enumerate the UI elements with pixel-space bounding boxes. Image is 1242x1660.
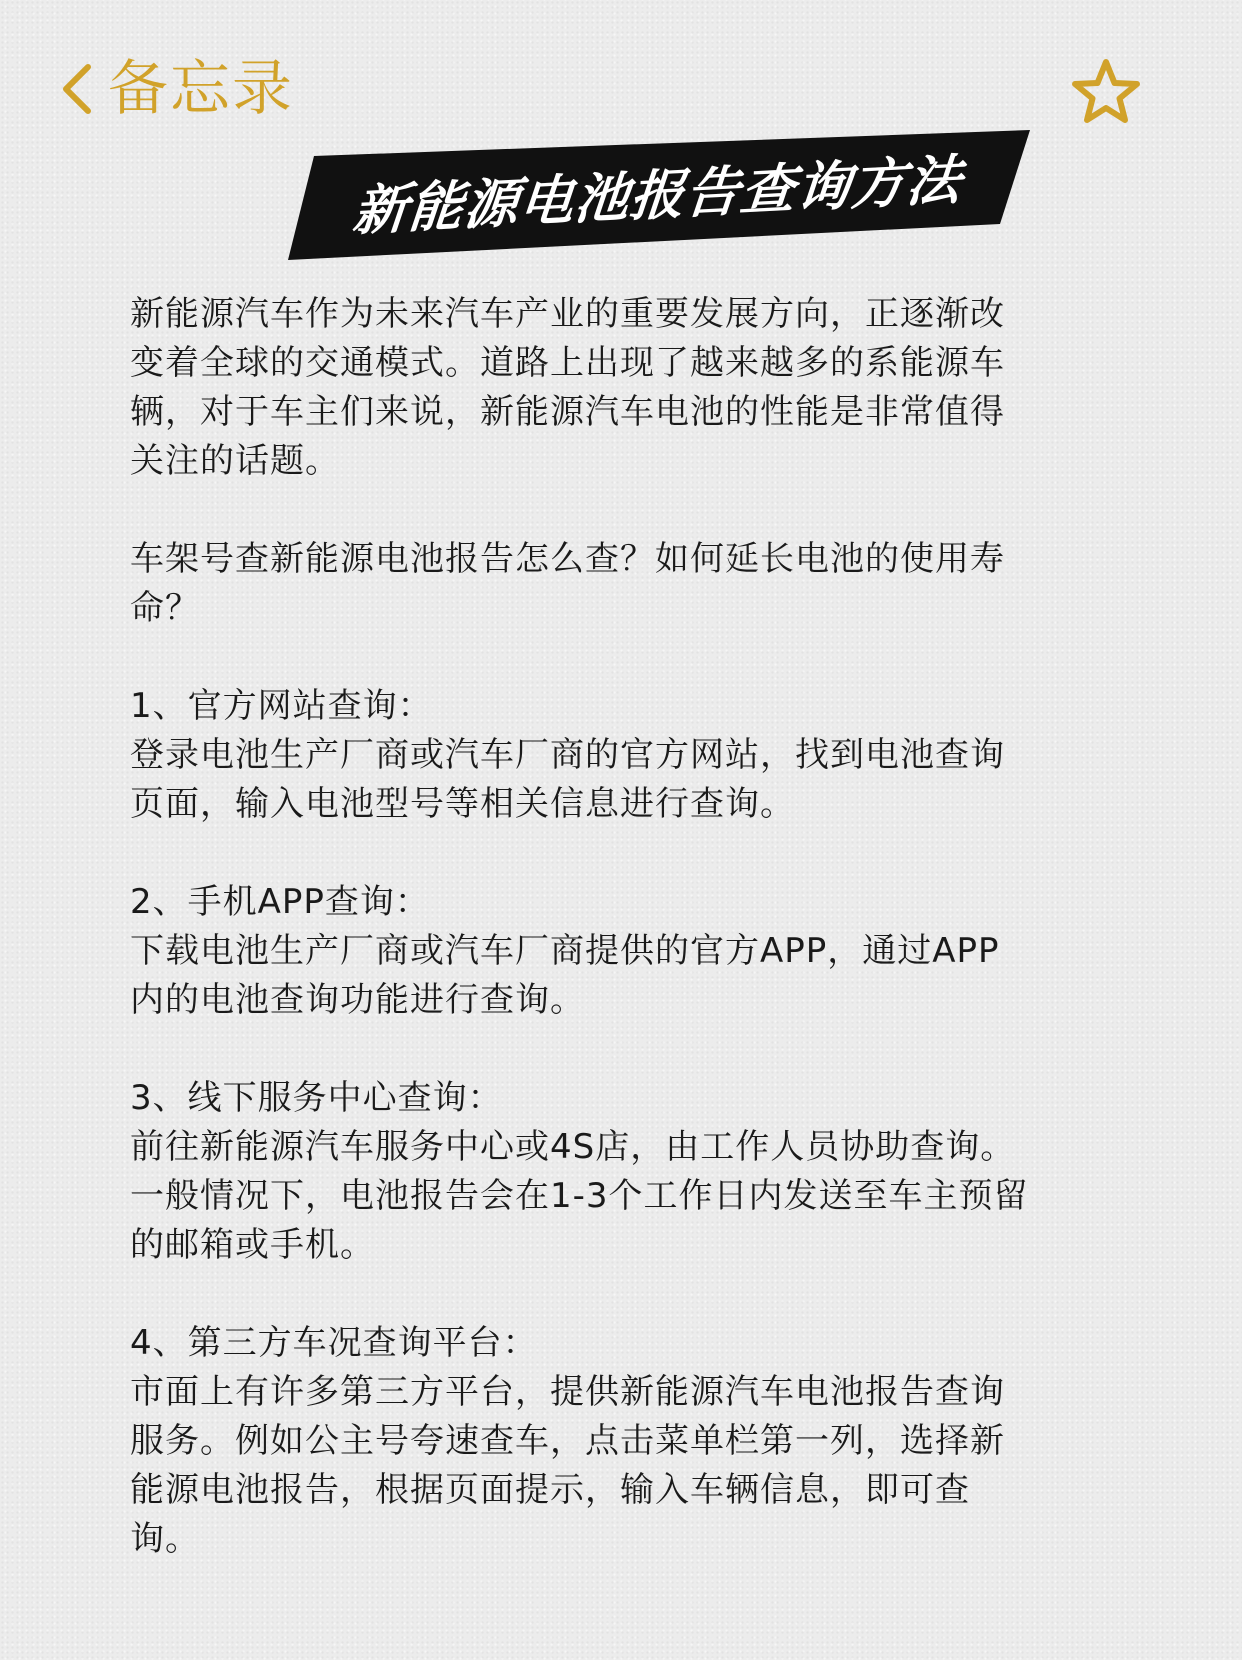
page-title: 新能源电池报告查询方法	[350, 147, 965, 243]
paragraph-gap	[130, 486, 1100, 535]
intro-paragraph: 新能源汽车作为未来汽车产业的重要发展方向，正逐渐改 变着全球的交通模式。道路上出现了越来越多的系能源车 辆，对于车主们来说，新能源汽车电池的性能是非常值得 关注的话题。	[130, 294, 1005, 481]
section-text: 登录电池生产厂商或汽车厂商的官方网站，找到电池查询 页面，输入电池型号等相关信息进行查询。	[130, 735, 1005, 824]
section-heading: 1、官方网站查询：	[130, 686, 433, 726]
paragraph-gap	[130, 829, 1100, 878]
note-body	[130, 290, 1100, 1564]
favorite-button[interactable]	[1068, 56, 1144, 128]
section-heading: 2、手机APP查询：	[130, 882, 430, 922]
chevron-left-icon	[58, 59, 94, 119]
back-label: 备忘录	[108, 54, 294, 124]
section-heading: 4、第三方车况查询平台：	[130, 1323, 538, 1363]
section-text: 下载电池生产厂商或汽车厂商提供的官方APP，通过APP 内的电池查询功能进行查询。	[130, 931, 1000, 1020]
paragraph-gap	[130, 1270, 1100, 1319]
section-text: 前往新能源汽车服务中心或4S店，由工作人员协助查询。 一般情况下，电池报告会在1-3个工作日内发送至车主预留 的邮箱或手机。	[130, 1127, 1029, 1265]
section-text: 市面上有许多第三方平台，提供新能源汽车电池报告查询 服务。例如公主号夸速查车，点击菜单栏第一列，选择新 能源电池报告，根据页面提示，输入车辆信息，即可查 询。	[130, 1372, 1005, 1559]
title-banner	[288, 128, 1030, 260]
star-outline-icon	[1068, 56, 1144, 128]
question-paragraph: 车架号查新能源电池报告怎么查？如何延长电池的使用寿 命？	[130, 539, 1005, 628]
back-button[interactable]	[58, 54, 294, 124]
section-heading: 3、线下服务中心查询：	[130, 1078, 503, 1118]
paragraph-gap	[130, 633, 1100, 682]
paragraph-gap	[130, 1025, 1100, 1074]
